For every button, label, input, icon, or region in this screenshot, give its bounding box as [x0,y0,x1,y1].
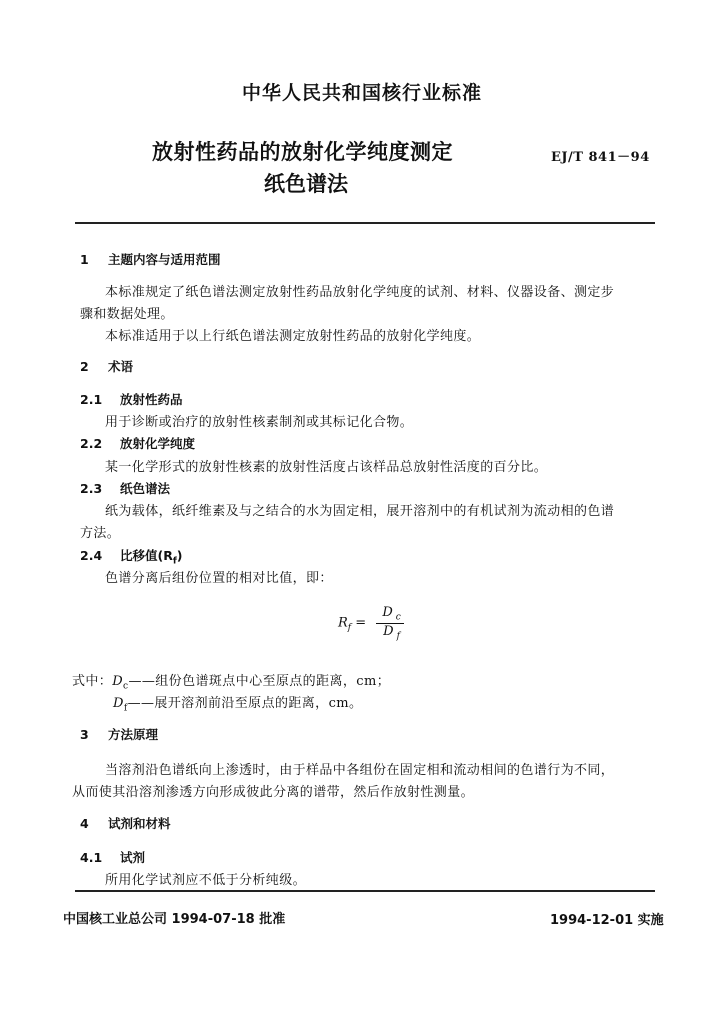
approval-line: 中国核工业总公司 1994-07-18 批准 [63,912,286,927]
section-1-para-2: 本标准适用于以上行纸色谱法测定放射性药品的放射化学纯度。 [105,329,481,344]
section-2-1-text: 用于诊断或治疗的放射性核素制剂或其标记化合物。 [105,415,414,430]
document-subtitle: 纸色谱法 [264,172,348,196]
footer-divider [75,890,655,892]
rf-formula: $R_f$ = $\frac{D _c}{D _f}$ [338,605,404,641]
formula-where-line-1: 式中：$D_c——$组份色谱斑点中心至原点的距离，cm； [72,674,391,692]
effective-date: 1994-12-01 实施 [550,913,664,928]
issuing-organization: 中华人民共和国核行业标准 [241,82,482,104]
section-4-heading: 4 试剂和材料 [80,816,171,831]
section-4-1-heading: 4.1 试剂 [80,850,146,865]
section-2-4-text: 色谱分离后组份位置的相对比值，即： [105,571,333,586]
section-2-heading: 2 术语 [80,359,134,374]
section-3-heading: 3 方法原理 [80,727,159,742]
section-1-para-1a: 本标准规定了纸色谱法测定放射性药品放射化学纯度的试剂、材料、仪器设备、测定步 [105,285,615,300]
section-2-2-text: 某一化学形式的放射性核素的放射性活度占该样品总放射性活度的百分比。 [105,460,548,475]
section-4-1-text: 所用化学试剂应不低于分析纯级。 [105,873,307,888]
section-2-3-text-a: 纸为载体，纸纤维素及与之结合的水为固定相，展开溶剂中的有机试剂为流动相的色谱 [105,504,615,519]
formula-where-line-2: $D_f——$展开溶剂前沿至原点的距离，cm。 [113,696,363,714]
formula-fraction: $\frac{D _c}{D _f}$ [376,605,403,641]
section-1-heading: 1 主题内容与适用范围 [80,252,221,267]
section-2-3-heading: 2.3 纸色谱法 [80,481,171,496]
section-2-4-heading: 2.4 比移值$(R_f)$ [80,548,183,567]
standard-code: EJ/T 841－94 [551,150,650,165]
section-2-3-text-b: 方法。 [80,526,121,541]
section-2-2-heading: 2.2 放射化学纯度 [80,436,196,451]
section-2-1-heading: 2.1 放射性药品 [80,392,183,407]
section-3-para-b: 从而使其沿溶剂渗透方向形成彼此分离的谱带，然后作放射性测量。 [72,785,475,800]
section-3-para-a: 当溶剂沿色谱纸向上渗透时，由于样品中各组份在固定相和流动相间的色谱行为不同， [105,763,615,778]
document-title: 放射性药品的放射化学纯度测定 [152,140,453,164]
section-1-para-1b: 骤和数据处理。 [80,307,174,322]
header-divider [75,222,655,224]
